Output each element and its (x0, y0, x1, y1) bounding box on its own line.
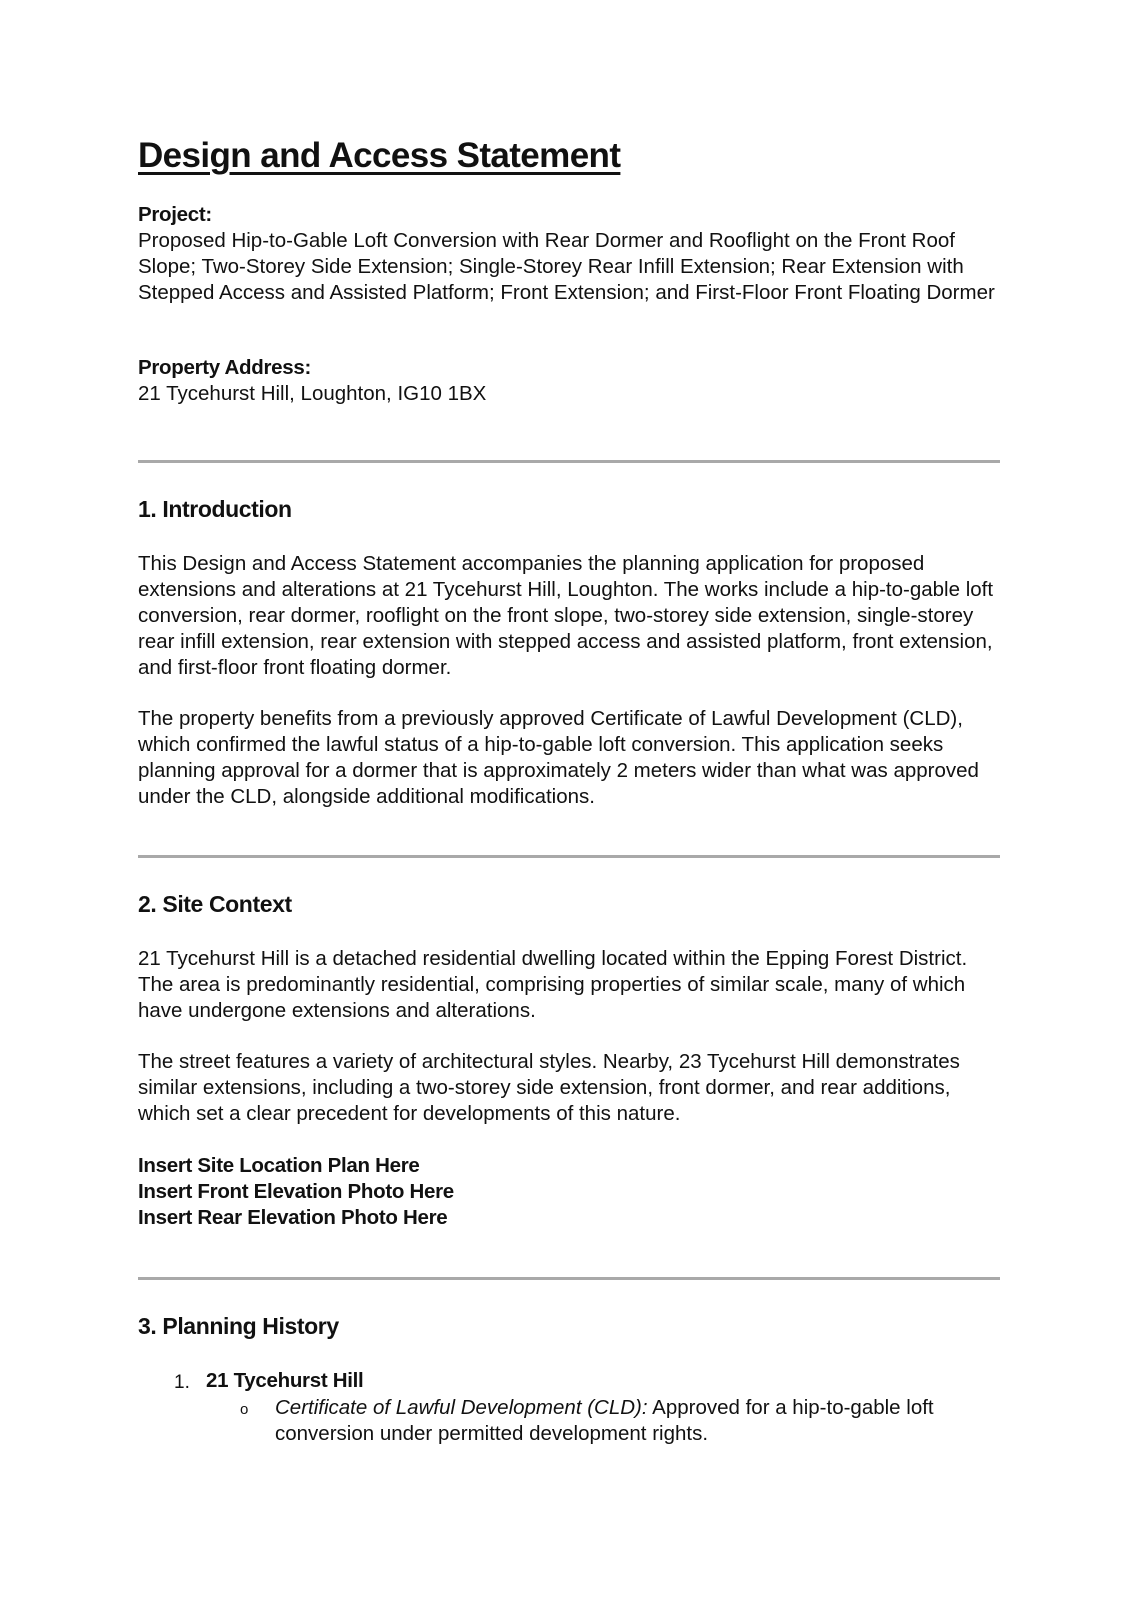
site-context-paragraph-1: 21 Tycehurst Hill is a detached residential dwelling located within the Epping Forest District. The area is predominantly residential, comprising properties of similar scale, many of which have undergone extensions and alterations. (138, 947, 968, 1022)
project-label: Project: (138, 203, 212, 226)
site-context-heading: 2. Site Context (138, 891, 292, 917)
planning-history-heading: 3. Planning History (138, 1313, 339, 1339)
address-label: Property Address: (138, 356, 311, 379)
list-item-title: 21 Tycehurst Hill (206, 1369, 364, 1392)
sub-item-text: Approved for a hip-to-gable loft conversion under permitted development rights. (275, 1396, 934, 1445)
front-elevation-placeholder: Insert Front Elevation Photo Here (138, 1180, 454, 1203)
introduction-paragraph-2: The property benefits from a previously approved Certificate of Lawful Development (CLD), which confirmed the lawful status of a hip-to-gable loft conversion. This application seeks planning approval for a dormer that is approximately 2 meters wider than what was approved under the CLD, alongside additional modifications. (138, 707, 979, 808)
sub-bullet-icon: o (240, 1401, 249, 1418)
introduction-heading: 1. Introduction (138, 496, 292, 522)
project-description: Proposed Hip-to-Gable Loft Conversion with Rear Dormer and Rooflight on the Front Roof Slope; Two-Storey Side Extension; Single-Storey Rear Infill Extension; Rear Extension with Stepped Access and Assisted Platform; Front Extension; and First-Floor Front Floating Dormer (138, 229, 995, 304)
image-placeholders (138, 1153, 1000, 1231)
list-item-number: 1. (174, 1372, 190, 1393)
document-title: Design and Access Statement (138, 136, 621, 175)
introduction-paragraph-1: This Design and Access Statement accompanies the planning application for proposed extensions and alterations at 21 Tycehurst Hill, Loughton. The works include a hip-to-gable loft conversion, rear dormer, rooflight on the front slope, two-storey side extension, single-storey rear infill extension, rear extension with stepped access and assisted platform, front extension, and first-floor front floating dormer. (138, 552, 994, 679)
sub-list-item (275, 1395, 1005, 1447)
section-divider (138, 460, 1000, 463)
section-divider (138, 855, 1000, 858)
address-block (138, 355, 1000, 407)
project-block (138, 202, 1000, 306)
site-location-placeholder: Insert Site Location Plan Here (138, 1154, 420, 1177)
rear-elevation-placeholder: Insert Rear Elevation Photo Here (138, 1206, 448, 1229)
site-context-paragraph-2: The street features a variety of architectural styles. Nearby, 23 Tycehurst Hill demonstrates similar extensions, including a two-storey side extension, front dormer, and rear additions, which set a clear precedent for developments of this nature. (138, 1050, 960, 1125)
sub-item-label: Certificate of Lawful Development (CLD): (275, 1396, 648, 1419)
address-value: 21 Tycehurst Hill, Loughton, IG10 1BX (138, 382, 487, 405)
section-divider (138, 1277, 1000, 1280)
